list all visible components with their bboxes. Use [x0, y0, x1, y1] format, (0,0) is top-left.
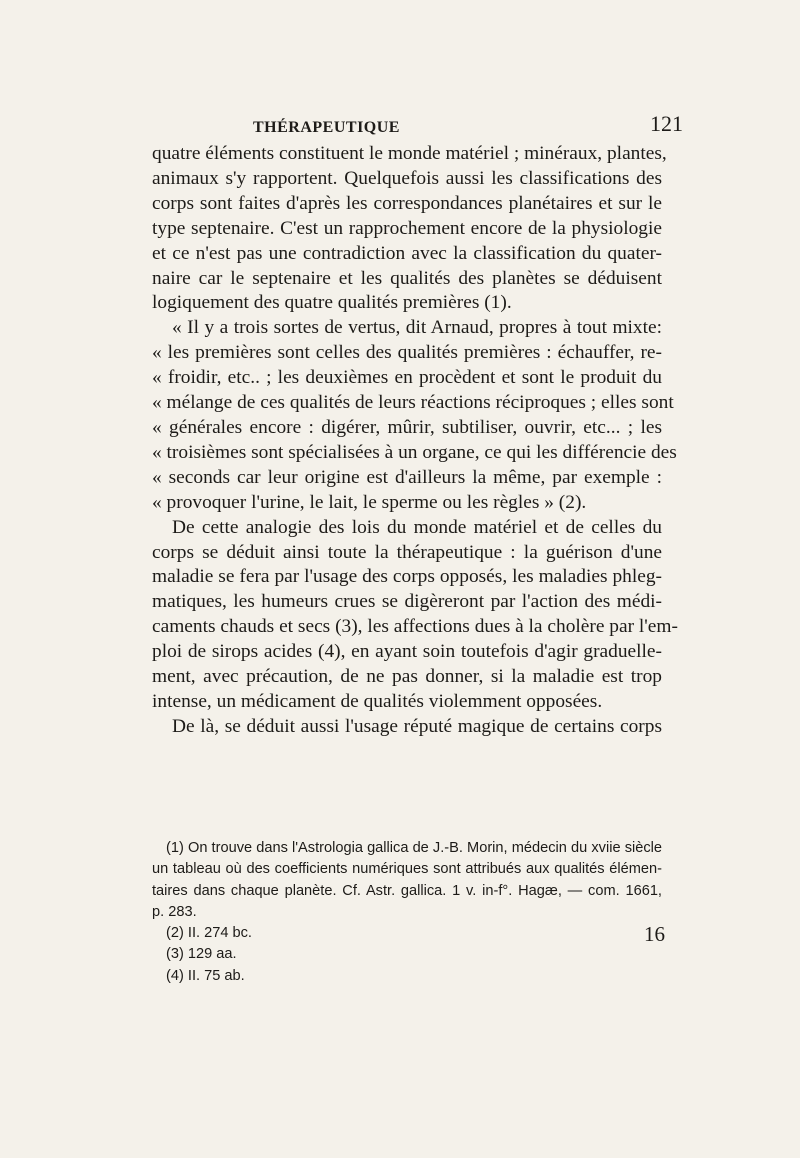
page-number: 121 [650, 111, 683, 136]
body-line: « provoquer l'urine, le lait, le sperme ou les règles » (2). [152, 491, 587, 513]
body-line: type septenaire. C'est un rapprochement encore de la physiologie [152, 217, 662, 239]
footnote-line: taires dans chaque planète. Cf. Astr. gallica. 1 v. in-f°. Hagæ, — com. 1661, [152, 882, 662, 899]
body-line: quatre éléments constituent le monde matériel ; minéraux, plantes, [152, 143, 667, 164]
running-title: THÉRAPEUTIQUE [253, 119, 400, 136]
footnote-line: (3) 129 aa. [166, 946, 237, 963]
body-line: et ce n'est pas une contradiction avec la classification du quater- [152, 242, 662, 264]
body-line: De cette analogie des lois du monde matériel et de celles du [172, 516, 662, 538]
body-text [152, 142, 678, 740]
body-line: « troisièmes sont spécialisées à un organe, ce qui les différencie des [152, 441, 677, 463]
body-line: caments chauds et secs (3), les affections dues à la cholère par l'em- [152, 616, 678, 638]
footnote-line: (2) II. 274 bc. [166, 925, 252, 942]
body-line: corps sont faites d'après les correspondances planétaires et sur le [152, 192, 662, 214]
body-line: « froidir, etc.. ; les deuxièmes en procèdent et sont le produit du [152, 367, 662, 389]
footnote-line: (4) II. 75 ab. [166, 967, 245, 984]
body-line: « Il y a trois sortes de vertus, dit Arnaud, propres à tout mixte: [172, 317, 662, 339]
body-line: matiques, les humeurs crues se digèreront par l'action des médi- [152, 591, 662, 613]
body-line: « seconds car leur origine est d'ailleurs la même, par exemple : [152, 466, 662, 488]
body-line: « les premières sont celles des qualités premières : échauffer, re- [152, 342, 662, 364]
body-line: ment, avec précaution, de ne pas donner, si la maladie est trop [152, 666, 662, 688]
body-line: corps se déduit ainsi toute la thérapeutique : la guérison d'une [152, 541, 662, 563]
signature-mark: 16 [644, 922, 665, 946]
body-line: ploi de sirops acides (4), en ayant soin toutefois d'agir graduelle- [152, 641, 662, 663]
body-line: animaux s'y rapportent. Quelquefois aussi les classifications des [152, 167, 662, 189]
body-line: naire car le septenaire et les qualités des planètes se déduisent [152, 267, 662, 289]
body-line: De là, se déduit aussi l'usage réputé magique de certains corps [172, 715, 662, 737]
body-line: maladie se fera par l'usage des corps opposés, les maladies phleg- [152, 566, 662, 588]
footnotes [152, 838, 662, 987]
footnote-line: un tableau où des coefficients numériques sont attribués aux qualités élémen- [152, 861, 662, 878]
body-line: intense, un médicament de qualités violemment opposées. [152, 690, 603, 712]
footnote-line: p. 283. [152, 903, 197, 920]
body-line: logiquement des quatre qualités premières (1). [152, 292, 512, 314]
footnote-line: (1) On trouve dans l'Astrologia gallica de J.-B. Morin, médecin du xviie siècle [166, 840, 662, 856]
body-line: « générales encore : digérer, mûrir, subtiliser, ouvrir, etc... ; les [152, 416, 662, 438]
body-line: « mélange de ces qualités de leurs réactions réciproques ; elles sont [152, 392, 674, 414]
